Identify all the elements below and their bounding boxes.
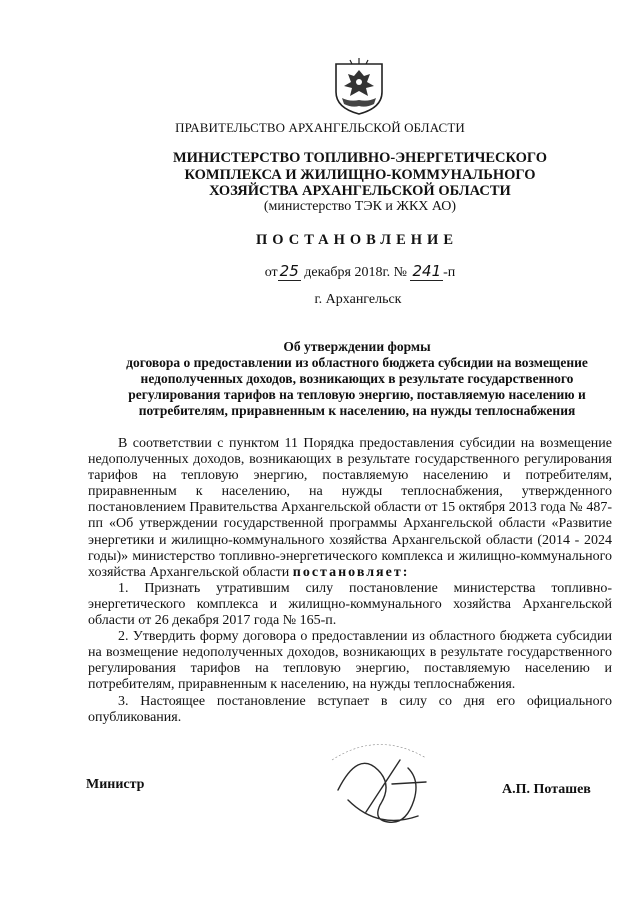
preamble-text: В соответствии с пунктом 11 Порядка предоставления субсидии на возмещение недополученных доходов, возникающих в результате государственного регулирования тарифов на тепловую энергию, поставляемую населению и потребителям, приравненным к населению, на нужды теплоснабжения, утвержденного постановлением Правительства Архангельской области от 15 октября 2013 года № 487-пп «Об утверждении государственной программы Архангельской области «Развитие энергетики и жилищно-коммунального хозяйства Архангельской области (2014 - 2024 годы)» министерство топливно-энергетического комплекса и жилищно-коммунального хозяйства Архангельской области xyxy=(88,436,612,580)
government-name: ПРАВИТЕЛЬСТВО АРХАНГЕЛЬСКОЙ ОБЛАСТИ xyxy=(175,120,465,135)
decree-day: 25 xyxy=(279,262,299,280)
subject-line: договора о предоставлении из областного бюджета субсидии на возмещение xyxy=(126,355,588,370)
decree-item: 1. Признать утратившим силу постановление министерства топливно-энергетического комплекса и жилищно-коммунального хозяйства Архангельской области от 26 декабря 2017 года № 165-п. xyxy=(88,580,612,629)
date-prefix: от xyxy=(264,265,278,280)
decree-date-number xyxy=(0,262,640,281)
signer-title: Министр xyxy=(86,777,145,792)
decides-word: постановляет: xyxy=(292,564,410,580)
decree-city: г. Архангельск xyxy=(314,292,402,307)
subject-line: регулирования тарифов на тепловую энергию, поставляемую населению и xyxy=(128,387,586,402)
subject-line: недополученных доходов, возникающих в результате государственного xyxy=(140,371,574,386)
handwritten-signature xyxy=(318,730,438,850)
ministry-name-line: ХОЗЯЙСТВА АРХАНГЕЛЬСКОЙ ОБЛАСТИ xyxy=(209,183,511,199)
ministry-name-line: МИНИСТЕРСТВО ТОПЛИВНО-ЭНЕРГЕТИЧЕСКОГО xyxy=(172,150,548,166)
preamble-paragraph xyxy=(88,436,612,581)
ministry-short-name: (министерство ТЭК и ЖКХ АО) xyxy=(263,199,457,214)
signer-name: А.П. Поташев xyxy=(502,782,591,797)
date-rest: декабря 2018г. № xyxy=(304,265,407,280)
subject-line: потребителям, приравненным к населению, на нужды теплоснабжения xyxy=(138,403,576,418)
decree-item: 2. Утвердить форму договора о предоставлении из областного бюджета субсидии на возмещение недополученных доходов, возникающих в результате государственного регулирования тарифов на тепловую энергию, поставляемую населению и потребителям, приравненным к населению, на нужды теплоснабжения. xyxy=(88,629,612,693)
subject-line: Об утверждении формы xyxy=(283,339,431,354)
arkhangelsk-coat-of-arms-icon xyxy=(328,58,390,116)
number-suffix: -п xyxy=(443,265,456,280)
decree-subject xyxy=(95,339,619,419)
decree-body xyxy=(88,436,612,726)
decree-title: ПОСТАНОВЛЕНИЕ xyxy=(255,232,458,248)
decree-number: 241 xyxy=(412,262,442,280)
decree-item: 3. Настоящее постановление вступает в силу со дня его официального опубликования. xyxy=(88,693,612,725)
ministry-name-line: КОМПЛЕКСА И ЖИЛИЩНО-КОММУНАЛЬНОГО xyxy=(184,166,536,183)
ministry-name xyxy=(0,150,640,200)
